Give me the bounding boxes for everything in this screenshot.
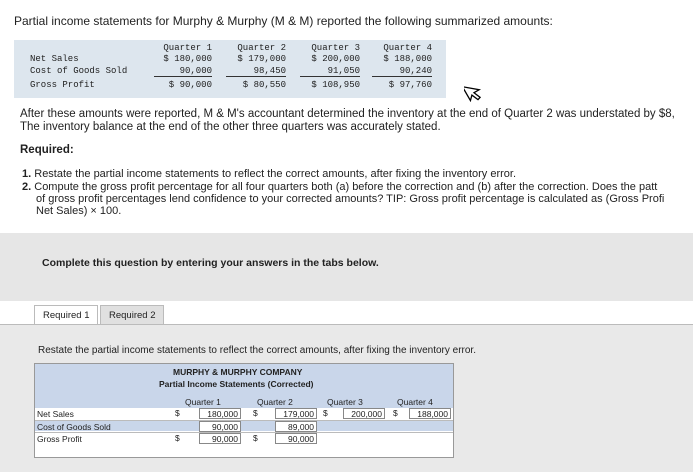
orig-cell: $ 97,760 [388, 80, 432, 90]
requirement-item [22, 168, 664, 180]
paragraph-line: The inventory balance at the end of the other three quarters was accurately stated. [20, 121, 441, 133]
mouse-cursor-icon [464, 80, 482, 102]
orig-row-label: Net Sales [30, 54, 79, 64]
tab-required-1[interactable]: Required 1 [34, 305, 98, 325]
corrected-statements-table [34, 363, 454, 458]
requirement-text: Restate the partial income statements to reflect the correct amounts, after fixing the inventory error. [34, 168, 517, 180]
orig-row-label: Cost of Goods Sold [30, 66, 128, 76]
dollar-sign: $ [253, 433, 258, 443]
requirement-text: of gross profit percentages lend confidence to your corrected amounts? TIP: Gross profit percentage is calculated as (Gross Profi [36, 193, 665, 205]
row-label: Cost of Goods Sold [37, 422, 111, 432]
instruction-text: Complete this question by entering your answers in the tabs below. [42, 257, 379, 269]
requirement-item [22, 181, 664, 193]
orig-cell: 90,240 [372, 66, 432, 77]
requirement-text: Net Sales) × 100. [36, 205, 122, 217]
dollar-sign: $ [175, 408, 180, 418]
net-sales-q1-input[interactable]: 180,000 [199, 408, 241, 419]
net-sales-q2-input[interactable]: 179,000 [275, 408, 317, 419]
cogs-q2-input[interactable]: 89,000 [275, 421, 317, 432]
table-row-gross-profit [35, 432, 453, 445]
instruction-box [0, 233, 693, 301]
requirement-text: Compute the gross profit percentage for all four quarters both (a) before the correction and (b) after the correction. Does the patt [34, 181, 658, 193]
statement-title: Partial Income Statements (Corrected) [159, 379, 314, 389]
orig-cell: 98,450 [226, 66, 286, 77]
dollar-sign: $ [175, 433, 180, 443]
orig-cell: $ 108,950 [311, 80, 360, 90]
orig-cell: $ 179,000 [237, 54, 286, 64]
orig-row-label: Gross Profit [30, 80, 95, 90]
requirement-number: 1. [22, 168, 32, 180]
row-label: Gross Profit [37, 434, 82, 444]
dollar-sign: $ [323, 408, 328, 418]
requirement-number: 2. [22, 181, 32, 193]
dollar-sign: $ [393, 408, 398, 418]
header-quarter-4: Quarter 4 [397, 397, 433, 407]
orig-cell: $ 180,000 [163, 54, 212, 64]
dollar-sign: $ [253, 408, 258, 418]
orig-header-q4: Quarter 4 [383, 43, 432, 53]
original-statements-image [14, 40, 446, 98]
intro-text: Partial income statements for Murphy & Murphy (M & M) reported the following summarized amounts: [14, 14, 553, 28]
orig-header-q3: Quarter 3 [311, 43, 360, 53]
orig-cell: $ 90,000 [168, 80, 212, 90]
header-quarter-2: Quarter 2 [257, 397, 293, 407]
paragraph-line: After these amounts were reported, M & M's accountant determined the inventory at the end of Quarter 2 was understated by $8, [20, 108, 675, 120]
orig-cell: 90,000 [154, 66, 212, 77]
required-heading: Required: [20, 144, 74, 156]
gross-profit-q2-input[interactable]: 90,000 [275, 433, 317, 444]
cogs-q1-input[interactable]: 90,000 [199, 421, 241, 432]
table-row-net-sales [35, 408, 453, 420]
company-name: MURPHY & MURPHY COMPANY [173, 367, 303, 377]
orig-cell: $ 200,000 [311, 54, 360, 64]
orig-cell: $ 188,000 [383, 54, 432, 64]
tab-required-2[interactable]: Required 2 [100, 305, 164, 325]
row-label: Net Sales [37, 409, 74, 419]
orig-header-q1: Quarter 1 [163, 43, 212, 53]
orig-cell: $ 80,550 [242, 80, 286, 90]
requirements-list [22, 168, 664, 217]
gross-profit-q1-input[interactable]: 90,000 [199, 433, 241, 444]
header-quarter-3: Quarter 3 [327, 397, 363, 407]
panel-instruction: Restate the partial income statements to reflect the correct amounts, after fixing the inventory error. [38, 345, 476, 356]
problem-paragraph [20, 108, 675, 134]
header-quarter-1: Quarter 1 [185, 397, 221, 407]
net-sales-q3-input[interactable]: 200,000 [343, 408, 385, 419]
net-sales-q4-input[interactable]: 188,000 [409, 408, 451, 419]
answer-panel [0, 324, 693, 472]
orig-header-q2: Quarter 2 [237, 43, 286, 53]
orig-cell: 91,050 [300, 66, 360, 77]
